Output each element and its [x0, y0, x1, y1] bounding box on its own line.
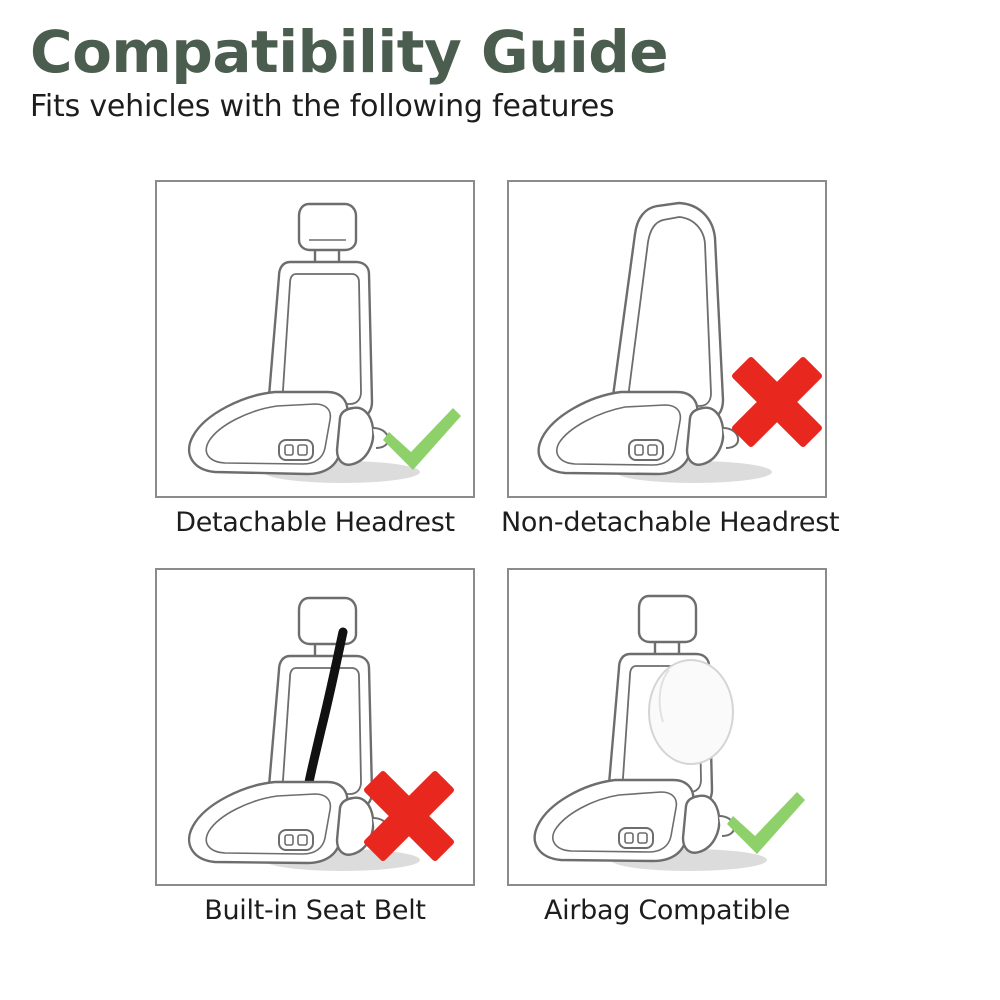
cross-icon	[363, 770, 455, 862]
compatibility-grid	[155, 180, 855, 926]
compatibility-item-caption: Airbag Compatible	[543, 895, 791, 926]
page-subtitle: Fits vehicles with the following features	[30, 88, 615, 124]
compatibility-item-caption: Detachable Headrest	[175, 507, 455, 538]
illustration-frame	[155, 180, 475, 498]
check-icon	[719, 784, 811, 862]
illustration-frame	[507, 568, 827, 886]
illustration-frame	[155, 568, 475, 886]
compatibility-item-caption: Non-detachable Headrest	[501, 507, 840, 538]
illustration-frame	[507, 180, 827, 498]
compatibility-item-detachable-headrest	[155, 180, 475, 538]
compatibility-item-caption: Built-in Seat Belt	[204, 895, 426, 926]
page-title: Compatibility Guide	[30, 18, 669, 86]
cross-icon	[731, 356, 823, 448]
compatibility-item-built-in-seat-belt	[155, 568, 475, 926]
car-seat-fixed-headrest-icon	[509, 182, 825, 496]
check-icon	[375, 400, 467, 478]
compatibility-item-airbag-compatible	[507, 568, 827, 926]
compatibility-item-non-detachable-headrest	[501, 180, 840, 538]
